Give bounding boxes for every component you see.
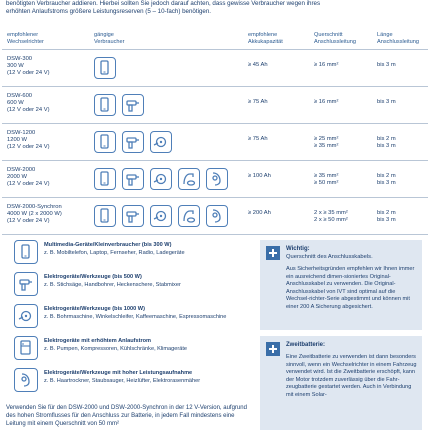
table-row xyxy=(2,87,428,124)
phone-icon xyxy=(94,94,116,116)
battery-capacity: ≥ 45 Ah xyxy=(248,62,268,68)
info-box-cable-subtitle: Querschnitt des Anschlusskabels. xyxy=(286,254,373,260)
cable-length: bis 3 m xyxy=(377,99,396,105)
battery-capacity: ≥ 75 Ah xyxy=(248,136,268,142)
battery-capacity: ≥ 100 Ah xyxy=(248,173,271,179)
legend-item xyxy=(14,336,254,370)
cable-cross-section: ≥ 16 mm² xyxy=(314,99,339,105)
legend-desc: z. B. Haartrockner, Staubsauger, Heizlüfter, Elektrorasenmäher xyxy=(44,378,201,384)
inverter-model: DSW-2000-Synchron 4000 W (2 x 2000 W) (12 V oder 24 V) xyxy=(7,204,62,224)
cable-cross-section: 2 x ≥ 35 mm² 2 x ≥ 50 mm² xyxy=(314,210,348,223)
fridge-icon xyxy=(14,336,38,360)
inverter-model: DSW-2000 2000 W (12 V oder 24 V) xyxy=(7,167,50,187)
cable-length: bis 3 m xyxy=(377,62,396,68)
cable-cross-section: ≥ 35 mm² ≥ 50 mm² xyxy=(314,173,339,186)
legend-item xyxy=(14,272,254,306)
legend-item xyxy=(14,368,254,402)
legend-item xyxy=(14,240,254,274)
legend-item xyxy=(14,304,254,338)
cable-length: bis 2 m bis 3 m xyxy=(377,210,396,223)
table-row xyxy=(2,161,428,198)
header-inverter: empfohlener Wechselrichter xyxy=(7,32,44,45)
table-row xyxy=(2,50,428,87)
legend-title: Multimedia-Geräte/Kleinverbraucher (bis 300 W) xyxy=(44,242,172,248)
header-cross-section: Querschnitt Anschlussleitung xyxy=(314,32,356,45)
inverter-table xyxy=(2,24,428,235)
battery-capacity: ≥ 200 Ah xyxy=(248,210,271,216)
info-box-cable-body: Aus Sicherheitsgründen empfehlen wir Ihnen immer ein ausreichend dimen-sioniertes Original-Anschlusskabel zu verwenden. Die Original-Anschlusskabel von IVT sind optimal auf die Wechsel-richter-Serie abgestimmt und können mit einer 200 A Sicherung abgesichert. xyxy=(286,266,415,310)
legend-title: Elektrogeräte/Werkzeuge mit hoher Leistungsaufnahme xyxy=(44,370,193,376)
legend-title: Elektrogeräte/Werkzeuge (bis 500 W) xyxy=(44,274,142,280)
inverter-model: DSW-600 600 W (12 V oder 24 V) xyxy=(7,93,50,113)
inverter-model: DSW-300 300 W (12 V oder 24 V) xyxy=(7,56,50,76)
info-box-cable xyxy=(260,240,422,330)
header-capacity: empfohlene Akkukapazität xyxy=(248,32,283,45)
intro-line-1: benötigten Verbraucher addieren. Hierbei sollten Sie jedoch darauf achten, dass gewisse Verbraucher wegen ihres xyxy=(6,0,321,7)
intro-line-2: erhöhten Anlaufstroms größere Leistungsreserven (5 – 10-fach) benötigen. xyxy=(6,8,211,15)
cable-length: bis 2 m bis 3 m xyxy=(377,136,396,149)
info-box-battery-title: Zweitbatterie: xyxy=(286,342,326,348)
header-consumers: gängige Verbraucher xyxy=(94,32,125,45)
saw-icon xyxy=(150,131,172,153)
saw-icon xyxy=(14,304,38,328)
drill-icon xyxy=(14,272,38,296)
saw-icon xyxy=(150,168,172,190)
phone-icon xyxy=(94,57,116,79)
phone-icon xyxy=(94,205,116,227)
consumer-legend xyxy=(14,240,254,400)
legend-title: Elektrogeräte/Werkzeuge (bis 1000 W) xyxy=(44,306,145,312)
phone-icon xyxy=(14,240,38,264)
phone-icon xyxy=(94,131,116,153)
saw-icon xyxy=(150,205,172,227)
cable-cross-section: ≥ 25 mm² ≥ 35 mm² xyxy=(314,136,339,149)
hairdryer-icon xyxy=(14,368,38,392)
header-length: Länge Anschlussleitung xyxy=(377,32,419,45)
drill-icon xyxy=(122,205,144,227)
hairdryer-icon xyxy=(206,205,228,227)
info-box-battery-body: Eine Zweitbatterie zu verwenden ist dann besonders sinnvoll, wenn ein Wechselrichter in einem Fahrzeug verwendet wird. Ist die Zweitbatterie erschöpft, kann der Motor trotzdem zuverlässig über die Fahr-zeugbatterie gestartet werden. Auch in Verbindung mit einem Solar- xyxy=(286,354,417,398)
legend-desc: z. B. Mobiltelefon, Laptop, Fernseher, Radio, Ladegeräte xyxy=(44,250,185,256)
info-box-battery xyxy=(260,336,422,430)
cable-length: bis 2 m bis 3 m xyxy=(377,173,396,186)
hairdryer-icon xyxy=(206,168,228,190)
legend-desc: z. B. Pumpen, Kompressoren, Kühlschränke, Klimageräte xyxy=(44,346,188,352)
table-row xyxy=(2,198,428,235)
battery-capacity: ≥ 75 Ah xyxy=(248,99,268,105)
plus-icon xyxy=(266,246,280,260)
cable-note: Verwenden Sie für den DSW-2000 und DSW-2000-Synchron in der 12 V-Version, aufgrund des hohen Stromflusses für den Anschluss zur Batterie, in jedem Fall mindestens eine Leitung mit einem Querschnitt von 50 mm² xyxy=(6,405,247,427)
drill-icon xyxy=(122,168,144,190)
legend-desc: z. B. Bohrmaschine, Winkelschleifer, Kaffeemaschine, Espressomaschine xyxy=(44,314,227,320)
table-header xyxy=(2,24,428,50)
phone-icon xyxy=(94,168,116,190)
vacuum-icon xyxy=(178,205,200,227)
plus-icon xyxy=(266,342,280,356)
inverter-model: DSW-1200 1200 W (12 V oder 24 V) xyxy=(7,130,50,150)
legend-desc: z. B. Stichsäge, Handbohrer, Heckenschere, Stabmixer xyxy=(44,282,181,288)
intro-text xyxy=(6,0,426,16)
vacuum-icon xyxy=(178,168,200,190)
table-row xyxy=(2,124,428,161)
legend-title: Elektrogeräte mit erhöhtem Anlaufstrom xyxy=(44,338,152,344)
info-box-cable-title: Wichtig: xyxy=(286,246,310,252)
cable-cross-section: ≥ 16 mm² xyxy=(314,62,339,68)
drill-icon xyxy=(122,131,144,153)
drill-icon xyxy=(122,94,144,116)
